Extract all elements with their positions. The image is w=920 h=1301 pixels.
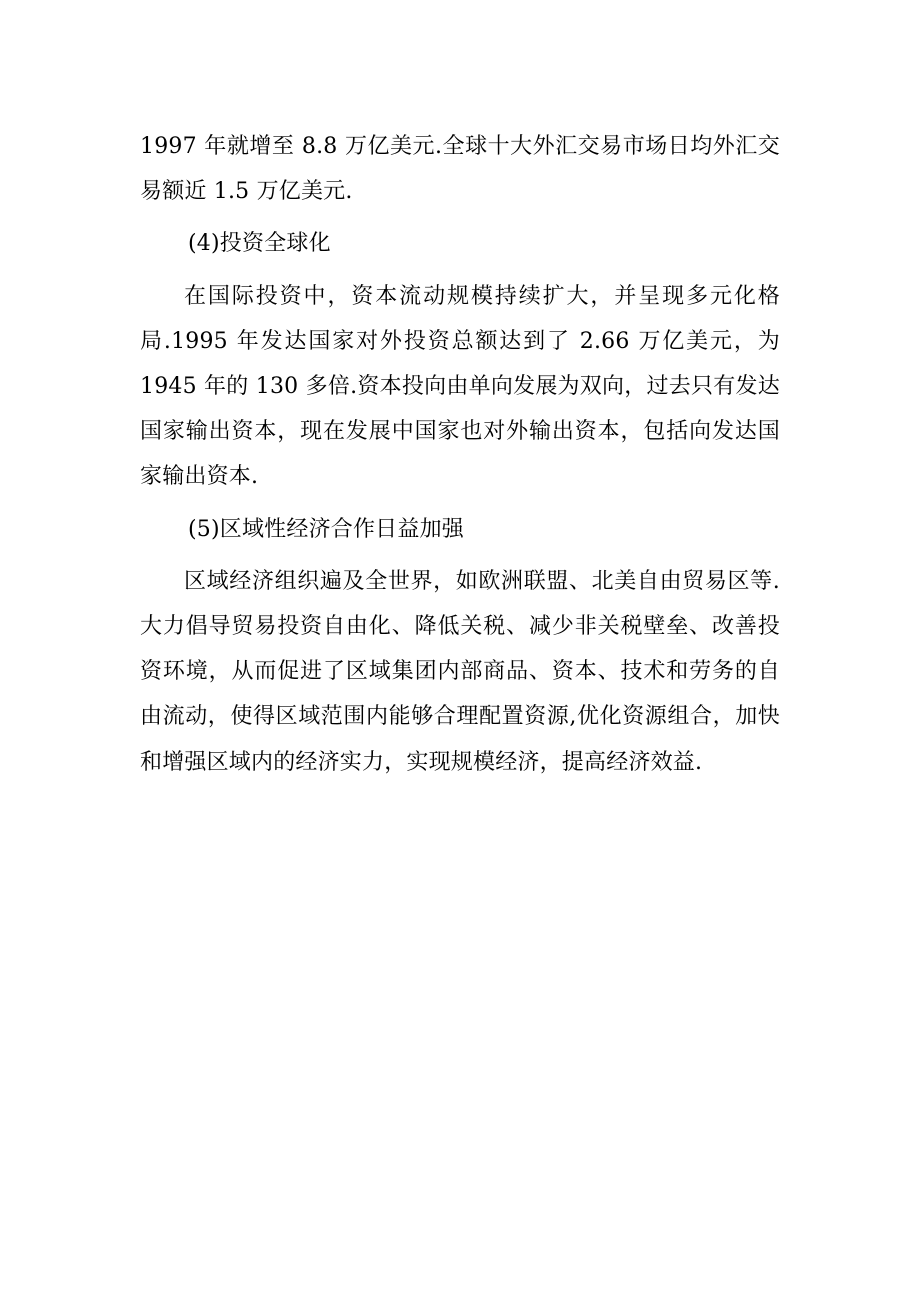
section-heading-regional-cooperation: (5)区域性经济合作日益加强 — [188, 516, 464, 542]
section-heading-investment-globalization: (4)投资全球化 — [188, 231, 331, 257]
document-body — [140, 124, 780, 785]
paragraph-continuation: 1997 年就增至 8.8 万亿美元.全球十大外汇交易市场日均外汇交易额近 1.5 万亿美元. — [140, 134, 780, 205]
paragraph-regional-cooperation: 区域经济组织遍及全世界，如欧洲联盟、北美自由贸易区等.大力倡导贸易投资自由化、降低关税、减少非关税壁垒、改善投资环境，从而促进了区域集团内部商品、资本、技术和劳务的自由流动，使得区域范围内能够合理配置资源,优化资源组合，加快和增强区域内的经济实力，实现规模经济，提高经济效益. — [140, 568, 780, 775]
paragraph-investment: 在国际投资中，资本流动规模持续扩大，并呈现多元化格局.1995 年发达国家对外投资总额达到了 2.66 万亿美元，为 1945 年的 130 多倍.资本投向由单向发展为双向，过去只有发达国家输出资本，现在发展中国家也对外输出资本，包括向发达国家输出资本. — [140, 283, 780, 490]
